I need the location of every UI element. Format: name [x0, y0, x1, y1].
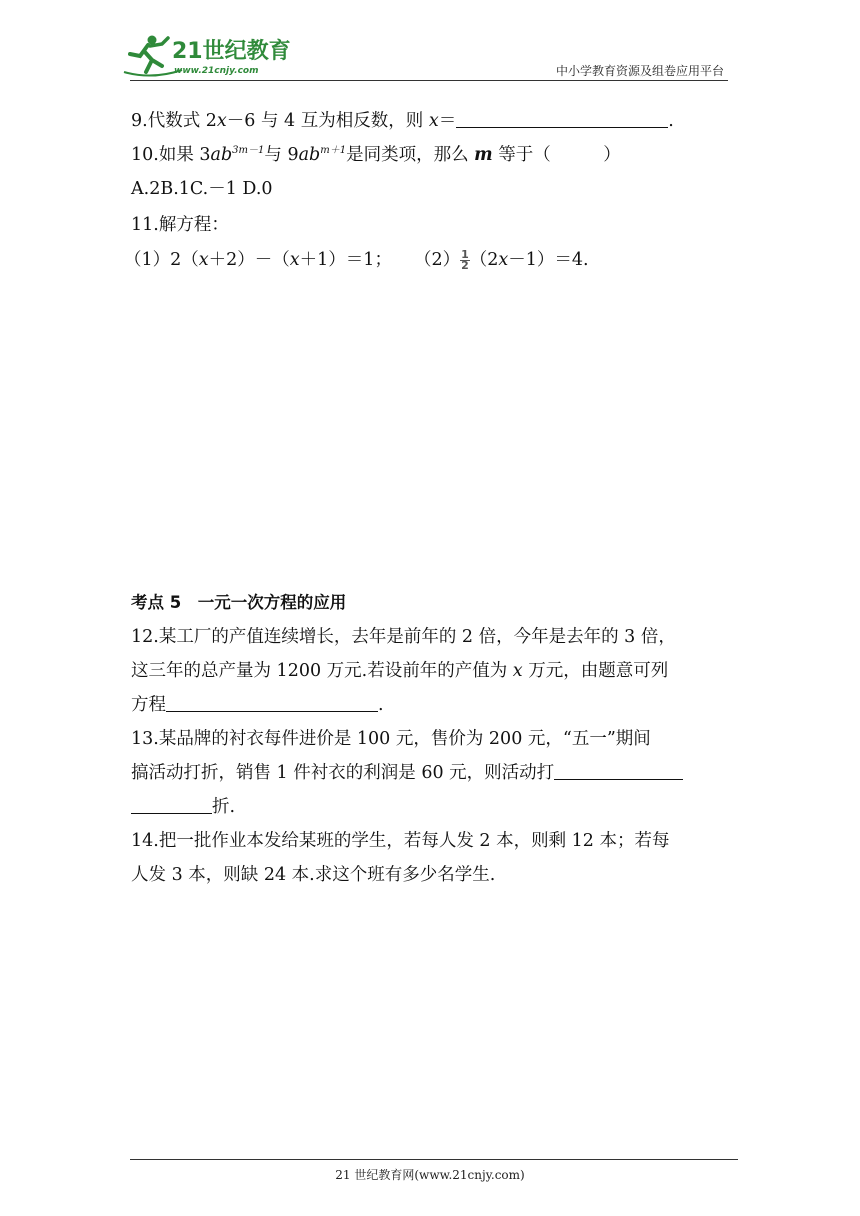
- q9-equals: ＝: [438, 111, 457, 131]
- logo-wordmark: 21世纪教育: [172, 39, 291, 64]
- q11-part1-var-2: x: [289, 250, 300, 270]
- q11-part1-c: ＋1）＝1；: [299, 250, 392, 270]
- q12-answer-blank[interactable]: [166, 695, 378, 712]
- footer-text: 21 世纪教育网(www.21cnjy.com): [335, 1168, 525, 1182]
- q11-part2-b: （2: [469, 250, 499, 270]
- question-10: [131, 141, 621, 166]
- q11-part2-a: （2）: [413, 250, 461, 270]
- question-10-options: A.2B.1C.－1 D.0: [131, 179, 273, 199]
- question-12-line-2: [131, 657, 668, 682]
- q10-var: m: [474, 145, 493, 165]
- q13-text: 搞活动打折，销售 1 件衬衣的利润是 60 元，则活动打: [131, 763, 555, 783]
- q10-text-after: 是同类项，那么: [346, 145, 475, 165]
- q10-text: 10.如果 3: [131, 145, 211, 165]
- q11-part2-c: －1）＝4.: [508, 250, 589, 270]
- question-9: [131, 107, 674, 132]
- q11-part1-b: ＋2）－（: [208, 250, 290, 270]
- q11-part1-a: （1）2（: [124, 250, 199, 270]
- q12-text-a: 这三年的总产量为 1200 万元.若设前年的产值为: [131, 661, 513, 681]
- footer-divider: [130, 1159, 738, 1160]
- q13-text-end: 折.: [212, 797, 236, 817]
- q10-exponent-1: 3m－1: [232, 145, 265, 156]
- q11-fraction: [460, 250, 470, 271]
- q13-answer-blank-continued[interactable]: [131, 797, 212, 814]
- fraction-numerator: 1: [461, 248, 469, 261]
- site-title: 中小学教育资源及组卷应用平台: [555, 64, 724, 78]
- question-12-line-3: [131, 691, 384, 716]
- q12-text-b: 万元，由题意可列: [522, 661, 669, 681]
- section-title: 考点 5 一元一次方程的应用: [131, 593, 347, 612]
- q11-part1-var: x: [198, 250, 209, 270]
- q10-text-end: 等于（ ）: [492, 145, 621, 165]
- q10-term-2: ab: [298, 145, 321, 165]
- q9-text-mid: －6 与 4 互为相反数，则: [226, 111, 429, 131]
- q9-var-2: x: [428, 111, 439, 131]
- q13-answer-blank[interactable]: [554, 763, 683, 780]
- question-12-line-1: 12.某工厂的产值连续增长，去年是前年的 2 倍，今年是去年的 3 倍，: [131, 627, 676, 647]
- logo-url: www.21cnjy.com: [174, 66, 259, 76]
- q10-term-1: ab: [210, 145, 233, 165]
- q10-text-mid: 与 9: [264, 145, 299, 165]
- q9-period: .: [668, 111, 674, 131]
- question-14-line-2: 人发 3 本，则缺 24 本.求这个班有多少名学生.: [131, 865, 496, 885]
- question-13-line-2: [131, 759, 683, 784]
- q12-var: x: [512, 661, 523, 681]
- q12-period: .: [378, 695, 384, 715]
- header-divider: [130, 80, 728, 81]
- question-11-title: 11.解方程：: [131, 215, 229, 235]
- q11-part2-var: x: [498, 250, 509, 270]
- q9-text: 9.代数式 2: [131, 111, 217, 131]
- fraction-denominator: 2: [461, 259, 469, 272]
- question-11-parts: [124, 246, 589, 271]
- question-13-line-3: [131, 793, 235, 818]
- site-logo: [122, 30, 292, 80]
- question-14-line-1: 14.把一批作业本发给某班的学生，若每人发 2 本，则剩 12 本；若每: [131, 831, 670, 851]
- q10-exponent-2: m＋1: [320, 145, 347, 156]
- q12-text-c: 方程: [131, 695, 166, 715]
- q9-answer-blank[interactable]: [456, 111, 668, 128]
- question-13-line-1: 13.某品牌的衬衣每件进价是 100 元，售价为 200 元，“五一”期间: [131, 729, 651, 749]
- q9-var: x: [216, 111, 227, 131]
